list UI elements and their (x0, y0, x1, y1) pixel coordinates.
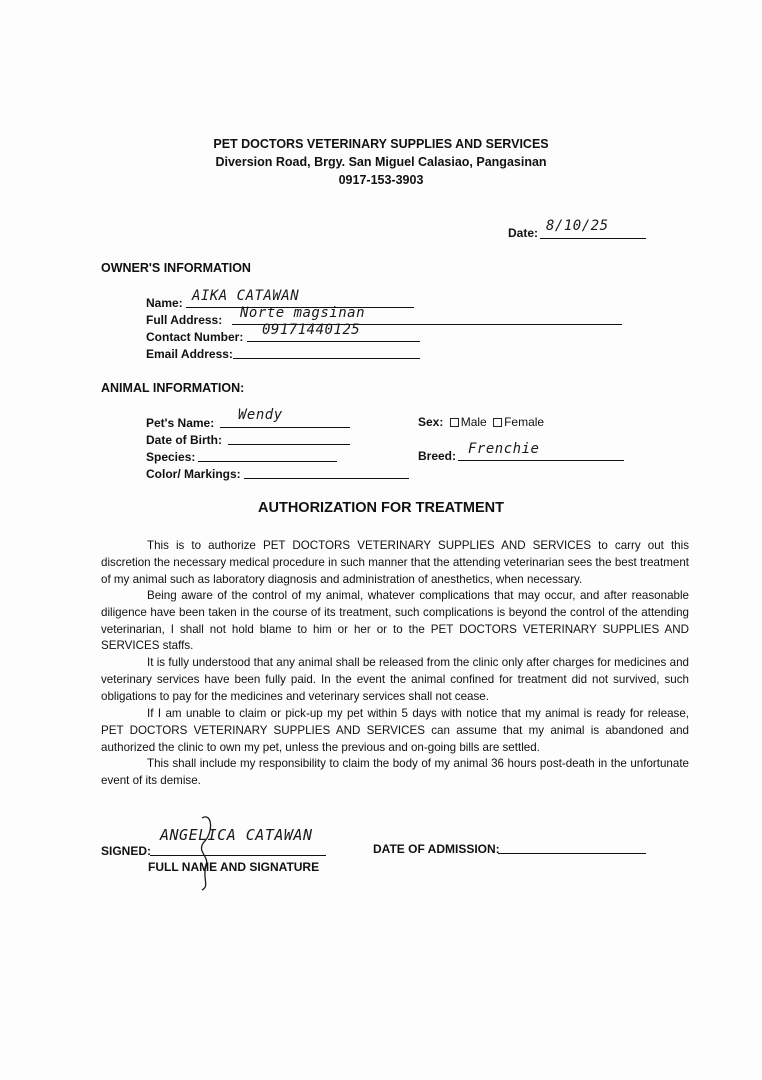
clinic-name: PET DOCTORS VETERINARY SUPPLIES AND SERVICES (213, 137, 549, 151)
animal-section-title: ANIMAL INFORMATION: (101, 381, 245, 395)
species-line (198, 447, 337, 462)
auth-paragraph-3: It is fully understood that any animal shall be released from the clinic only after charges for medicines and veterinary services have been fully paid. In the event the animal confined for treatment did not survived, such obligations to pay for the medicines and veterinary services shall not cease. (101, 656, 689, 703)
owner-address-handwritten: Norte magsinan (240, 305, 366, 321)
signature-caption: FULL NAME AND SIGNATURE (148, 860, 320, 874)
owner-email-label: Email Address: (146, 347, 233, 361)
auth-paragraph-1: This is to authorize PET DOCTORS VETERINARY SUPPLIES AND SERVICES to carry out this discretion the necessary medical procedure in such manner that the attending veterinarian sees the best treatment of my animal such as laboratory diagnosis and administration of anesthetics, when necessary. (101, 539, 689, 586)
dob-line (228, 430, 350, 445)
clinic-address: Diversion Road, Brgy. San Miguel Calasiao, Pangasinan (215, 155, 547, 169)
admission-label: DATE OF ADMISSION: (373, 842, 500, 856)
sex-label: Sex: (418, 415, 444, 429)
male-option: Male (460, 415, 487, 429)
signature-flourish (190, 812, 220, 892)
date-label: Date: (508, 226, 539, 240)
owner-email-line (233, 344, 420, 359)
color-line (244, 464, 409, 479)
auth-paragraph-5: This shall include my responsibility to claim the body of my animal 36 hours post-death in the unfortunate event of its demise. (101, 757, 689, 787)
pet-name-label: Pet's Name: (146, 416, 215, 430)
admission-line (498, 839, 646, 854)
breed-label: Breed: (418, 449, 457, 463)
auth-paragraph-2: Being aware of the control of my animal, whatever complications that may occur, and after reasonable diligence have been taken in the course of its treatment, such complications is beyond the control of the attending veterinarian, I shall not hold blame to him or her or to the PET DOCTORS VETERINARY SUPPLIES AND SERVICES staffs. (101, 589, 689, 653)
sex-field (418, 415, 544, 429)
species-label: Species: (146, 450, 196, 464)
owner-section-title: OWNER'S INFORMATION (101, 261, 251, 275)
signature-handwritten: ANGELICA CATAWAN (160, 826, 313, 844)
male-checkbox[interactable] (450, 418, 459, 427)
dob-label: Date of Birth: (146, 433, 222, 447)
breed-handwritten: Frenchie (468, 441, 540, 457)
owner-name-label: Name: (146, 296, 183, 310)
owner-contact-label: Contact Number: (146, 330, 244, 344)
pet-name-handwritten: Wendy (238, 407, 283, 423)
clinic-phone: 0917-153-3903 (338, 173, 424, 187)
auth-paragraph-4: If I am unable to claim or pick-up my pet within 5 days with notice that my animal is ready for release, PET DOCTORS VETERINARY SUPPLIES AND SERVICES can assume that my animal is abandoned and authorized the clinic to own my pet, unless the previous and on-going bills are settled. (101, 707, 689, 754)
date-handwritten: 8/10/25 (546, 218, 609, 234)
authorization-title: AUTHORIZATION FOR TREATMENT (258, 500, 504, 516)
owner-contact-handwritten: 09171440125 (262, 322, 361, 338)
female-checkbox[interactable] (493, 418, 502, 427)
color-label: Color/ Markings: (146, 467, 241, 481)
owner-name-handwritten: AIKA CATAWAN (192, 288, 300, 304)
female-option: Female (504, 415, 545, 429)
signed-label: SIGNED: (101, 844, 152, 858)
owner-address-label: Full Address: (146, 313, 223, 327)
